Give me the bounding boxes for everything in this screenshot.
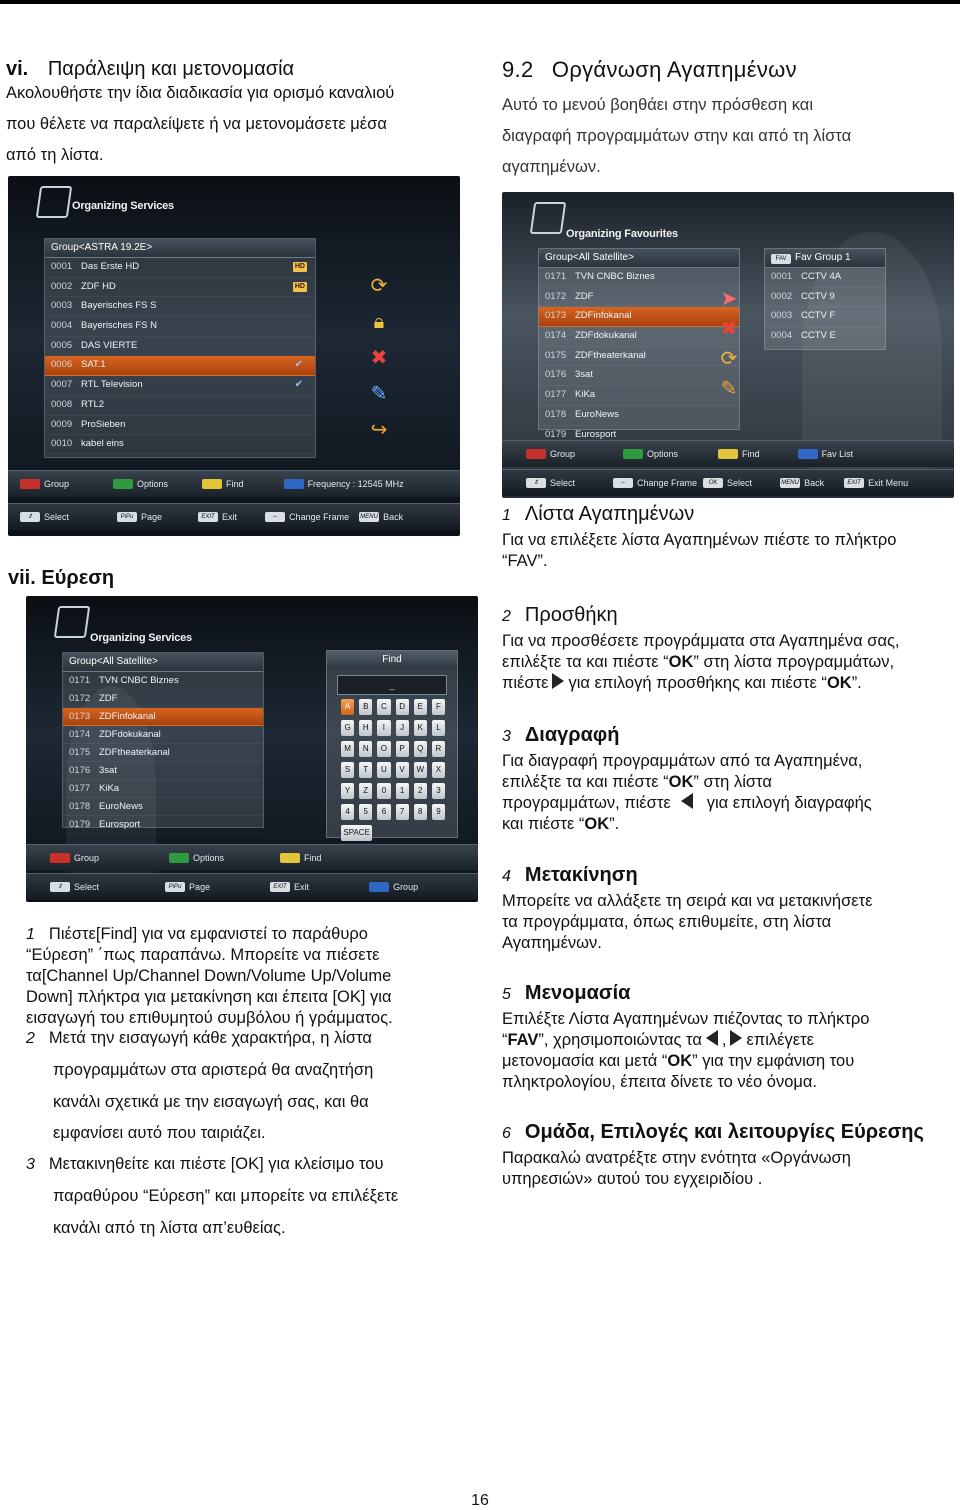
keyboard-key[interactable]: F	[432, 699, 445, 715]
fav-item-1: 1 Λίστα Αγαπημένων Για να επιλέξετε λίστα Αγαπημένων πιέστε το πλήκτρο “FAV”.	[502, 504, 952, 572]
keyboard-key[interactable]: Y	[341, 783, 354, 799]
side-icons	[714, 284, 744, 404]
find-item-2	[26, 1028, 466, 1150]
keyboard-key[interactable]: 1	[396, 783, 409, 799]
channel-row[interactable]: 0174 ZDFdokukanal	[539, 327, 739, 347]
section-vi	[6, 56, 466, 171]
item-title: Ομάδα, Επιλογές και λειτουργίες Εύρεσης	[524, 1121, 924, 1143]
section-vii-title: vii. Εύρεση	[8, 567, 115, 589]
keyboard-key[interactable]: 6	[377, 804, 390, 820]
item-text: προγραμμάτων στα αριστερά θα αναζητήση	[53, 1061, 374, 1079]
channel-row[interactable]: 0172 ZDF	[539, 288, 739, 308]
channel-list	[44, 238, 316, 458]
section-9-2	[502, 56, 952, 183]
channel-row[interactable]: 0007 RTL Television ✔	[45, 376, 315, 396]
keyboard-key[interactable]: O	[377, 741, 390, 757]
group-label: Group<ASTRA 19.2E>	[45, 239, 315, 258]
item-text: τα[Channel Up/Channel Down/Volume Up/Volume	[26, 967, 392, 985]
item-text: Αγαπημένων.	[502, 934, 602, 952]
move-icon: ⟳	[370, 275, 388, 297]
group-label: Group<All Satellite>	[63, 653, 263, 672]
section-vi-line: από τη λίστα.	[6, 146, 104, 164]
keyboard-key[interactable]: K	[414, 720, 427, 736]
space-key[interactable]: SPACE	[341, 825, 372, 841]
group-hint: Group	[526, 449, 575, 459]
page-number: 16	[471, 1492, 489, 1509]
keyboard-key[interactable]: N	[359, 741, 372, 757]
select2-hint: OK Select	[703, 478, 752, 488]
channel-row[interactable]: 0171 TVN CNBC Biznes	[539, 268, 739, 288]
keyboard-key[interactable]: G	[341, 720, 354, 736]
hd-badge: HD	[294, 282, 305, 290]
keyboard-key[interactable]: P	[396, 741, 409, 757]
item-text: πιέστε για επιλογή προσθήκης και πιέστε “OK”.	[502, 674, 862, 692]
keyboard-key[interactable]: R	[432, 741, 445, 757]
skip-icon: ↪	[370, 419, 388, 441]
item-text: Επιλέξτε Λίστα Αγαπημένων πιέζοντας το πλήκτρο	[502, 1010, 870, 1028]
menu-logo-icon	[36, 186, 72, 218]
fav-row[interactable]: 0003 CCTV F	[765, 307, 885, 327]
find-input[interactable]: _	[337, 675, 447, 695]
item-text: παραθύρου “Εύρεση” και μπορείτε να επιλέξετε	[53, 1187, 399, 1205]
screen-title: Organizing Favourites	[566, 228, 678, 240]
channel-row-selected[interactable]: 0173 ZDFinfokanal	[539, 307, 739, 327]
channel-row[interactable]: 0176 3sat	[539, 366, 739, 386]
keyboard-key[interactable]: 2	[414, 783, 427, 799]
keyboard-key[interactable]: Q	[414, 741, 427, 757]
item-title: Λίστα Αγαπημένων	[524, 503, 695, 525]
keyboard-key[interactable]: C	[377, 699, 390, 715]
section-9-2-title: Οργάνωση Αγαπημένων	[551, 57, 797, 82]
options-hint: Options	[623, 449, 678, 459]
keyboard-key[interactable]: I	[377, 720, 390, 736]
group-hint: Group	[50, 853, 99, 863]
fav-row[interactable]: 0004 CCTV E	[765, 327, 885, 347]
item-text: μετονομασία και μετά “OK” για την εμφάνιση του	[502, 1052, 855, 1070]
item-text: προγραμμάτων, πιέστε για επιλογή διαγραφής	[502, 794, 872, 812]
screenshot-organizing-favourites	[502, 192, 954, 498]
change-frame-hint: ⇔ Change Frame	[613, 478, 697, 488]
delete-icon: ✖	[370, 347, 388, 369]
fav-item-6: 6 Ομάδα, Επιλογές και λειτουργίες Εύρεσης Παρακαλώ ανατρέξτε στην ενότητα «Οργάνωση υπηρεσιών» αυτού του εγχειριδίου .	[502, 1122, 952, 1190]
color-key-bar	[8, 470, 460, 497]
check-icon: ✔	[294, 359, 303, 371]
find-hint: Find	[718, 449, 760, 459]
menu-logo-icon	[530, 202, 566, 234]
section-vi-line: Ακολουθήστε την ίδια διαδικασία για ορισμό καναλιού	[6, 84, 395, 102]
change-frame-hint: ⇔ Change Frame	[265, 512, 349, 522]
channel-row[interactable]: 0003 Bayerisches FS S	[45, 297, 315, 317]
section-vi-line: που θέλετε να παραλείψετε ή να μετονομάσετε μέσα	[6, 115, 387, 133]
keyboard-key[interactable]: J	[396, 720, 409, 736]
section-9-2-line: αγαπημένων.	[502, 158, 601, 176]
channel-row[interactable]: 0010 kabel eins	[45, 435, 315, 455]
channel-row[interactable]: 0009 ProSieben	[45, 416, 315, 436]
item-text: επιλέξτε τα και πιέστε “OK” στη λίστα προγραμμάτων,	[502, 653, 895, 671]
keyboard-key[interactable]: Z	[359, 783, 372, 799]
menu-logo-icon	[54, 606, 90, 638]
screen-header	[38, 606, 466, 644]
item-title: Μενομασία	[524, 982, 631, 1004]
channel-row-selected[interactable]: 0006 SAT.1 ✔	[45, 356, 315, 376]
keyboard-key[interactable]: D	[396, 699, 409, 715]
side-icons	[364, 268, 394, 448]
item-text: εμφανίσει αυτό που ταιριάζει.	[53, 1124, 266, 1142]
hd-badge: HD	[294, 263, 305, 270]
options-hint: Options	[113, 479, 168, 489]
item-text: Down] πλήκτρα για μετακίνηση και έπειτα [OK] για	[26, 988, 392, 1006]
item-text: 2 Μετά την εισαγωγή κάθε χαρακτήρα, η λίστα	[26, 1029, 372, 1047]
color-key-bar	[502, 440, 954, 467]
find-item-1	[26, 924, 466, 1029]
keyboard-key[interactable]: L	[432, 720, 445, 736]
color-key-bar	[26, 844, 478, 871]
back-hint: MENU Back	[781, 478, 825, 488]
section-9-2-line: διαγραφή προγραμμάτων στην και από τη λίστα	[502, 127, 852, 145]
keyboard-key[interactable]: 5	[359, 804, 372, 820]
channel-list	[538, 248, 740, 440]
keyboard-key[interactable]: E	[414, 699, 427, 715]
keyboard-key[interactable]: U	[377, 762, 390, 778]
find-panel-title: Find	[327, 651, 457, 669]
section-vi-number: vi.	[6, 58, 29, 80]
keyboard-key[interactable]: M	[341, 741, 354, 757]
channel-row[interactable]: 0176 3sat	[63, 762, 263, 780]
keyboard-key[interactable]: 7	[396, 804, 409, 820]
keyboard-key[interactable]: 3	[432, 783, 445, 799]
select-hint: ⇕ Select	[526, 478, 575, 488]
item-text: Μπορείτε να αλλάξετε τη σειρά και να μετακινήσετε	[502, 892, 873, 910]
group-hint: Group	[20, 479, 69, 489]
select-hint: ⇕ Select	[50, 882, 99, 892]
item-title: Προσθήκη	[524, 604, 618, 626]
channel-row[interactable]: 0171 TVN CNBC Biznes	[63, 672, 263, 690]
favourites-list	[764, 248, 886, 350]
item-text: 1 Πιέστε[Find] για να εμφανιστεί το παράθυρο	[26, 925, 368, 943]
channel-row-selected[interactable]: 0173 ZDFinfokanal	[63, 708, 263, 726]
options-hint: Options	[169, 853, 224, 863]
select-hint: ⇕ Select	[20, 512, 69, 522]
nav-key-bar	[502, 469, 954, 496]
find-hint: Find	[202, 479, 244, 489]
item-text: εισαγωγή του επιθυμητού συμβόλου ή γράμματος.	[26, 1009, 393, 1027]
channel-row[interactable]: 0179 Eurosport	[63, 816, 263, 834]
item-title: Διαγραφή	[524, 724, 620, 746]
keyboard-key[interactable]: 8	[414, 804, 427, 820]
page-hint: PiPu Page	[165, 882, 210, 892]
keyboard-key[interactable]: A	[341, 699, 354, 715]
channel-row[interactable]: 0004 Bayerisches FS N	[45, 317, 315, 337]
channel-list	[62, 652, 264, 828]
delete-icon: ✖	[720, 318, 738, 340]
keyboard-key[interactable]: 0	[377, 783, 390, 799]
section-9-2-line: Αυτό το μενού βοηθάει στην πρόσθεση και	[502, 96, 813, 114]
channel-row[interactable]: 0002 ZDF HD HD	[45, 278, 315, 298]
fav-item-5: 5 Μενομασία Επιλέξτε Λίστα Αγαπημένων πιέζοντας το πλήκτρο “FAV”, χρησιμοποιώντας τα , επιλέγετε μετονομασία και μετά “OK” για την εμφάνιση του πληκτρολογίου, έπειτα δίνετε το νέο όνομα.	[502, 983, 952, 1093]
item-text: 3 Μετακινηθείτε και πιέστε [OK] για κλείσιμο του	[26, 1155, 384, 1173]
rename-icon: ✎	[720, 378, 738, 400]
fav-group-label: FAV Fav Group 1	[765, 249, 885, 268]
channel-row[interactable]: 0001 Das Erste HD HD	[45, 258, 315, 278]
item-text: υπηρεσιών» αυτού του εγχειριδίου .	[502, 1170, 763, 1188]
item-text: κανάλι σχετικά με την εισαγωγή σας, και θα	[53, 1092, 369, 1111]
keyboard-key[interactable]: 4	[341, 804, 354, 820]
screenshot-find	[26, 596, 478, 902]
lock-icon: 🔒︎	[373, 311, 385, 333]
group-label: Group<All Satellite>	[539, 249, 739, 268]
frequency-readout: Frequency : 12545 MHz	[284, 479, 404, 489]
left-arrow-icon	[681, 793, 693, 809]
nav-key-bar	[26, 873, 478, 900]
fav-item-3: 3 Διαγραφή Για διαγραφή προγραμμάτων από τα Αγαπημένα, επιλέξτε τα και πιέστε “OK” στη λίστα προγραμμάτων, πιέστε για επιλογή διαγραφής και πιέστε “OK”.	[502, 725, 952, 835]
channel-row[interactable]: 0177 KiKa	[539, 386, 739, 406]
channel-row[interactable]: 0175 ZDFtheaterkanal	[539, 347, 739, 367]
fav-item-4: 4 Μετακίνηση Μπορείτε να αλλάξετε τη σειρά και να μετακινήσετε τα προγράμματα, όπως επιθυμείτε, στη λίστα Αγαπημένων.	[502, 865, 952, 954]
right-arrow-icon	[552, 673, 564, 689]
item-text: επιλέξτε τα και πιέστε “OK” στη λίστα	[502, 773, 772, 791]
channel-row[interactable]: 0174 ZDFdokukanal	[63, 726, 263, 744]
rename-icon: ✎	[370, 383, 388, 405]
screen-title: Organizing Services	[72, 200, 174, 212]
move-icon: ⟳	[720, 348, 738, 370]
top-rule	[0, 0, 960, 4]
keyboard-key[interactable]: B	[359, 699, 372, 715]
left-arrow-icon	[706, 1030, 718, 1046]
keyboard-key[interactable]: 9	[432, 804, 445, 820]
page-hint: PiPu Page	[117, 512, 162, 522]
find-item-3	[26, 1154, 466, 1244]
item-text: “Εύρεση” ΄πως παραπάνω. Μπορείτε να πιέσετε	[26, 946, 380, 964]
item-title: Μετακίνηση	[524, 864, 638, 886]
item-text: Για να προσθέσετε προγράμματα στα Αγαπημένα σας,	[502, 632, 900, 650]
keyboard-key[interactable]: X	[432, 762, 445, 778]
check-icon: ✔	[294, 379, 303, 391]
screen-header	[20, 186, 448, 224]
channel-row[interactable]: 0008 RTL2	[45, 396, 315, 416]
fav-row[interactable]: 0001 CCTV 4A	[765, 268, 885, 288]
item-text: πληκτρολογίου, έπειτα δίνετε το νέο όνομα.	[502, 1073, 818, 1091]
item-text: και πιέστε “OK”.	[502, 815, 620, 833]
item-text: Για διαγραφή προγραμμάτων από τα Αγαπημένα,	[502, 752, 863, 770]
channel-row[interactable]: 0005 DAS VIERTE	[45, 337, 315, 357]
right-arrow-icon	[730, 1030, 742, 1046]
add-icon: ➤	[720, 288, 738, 310]
keyboard-key[interactable]: V	[396, 762, 409, 778]
section-9-2-number: 9.2	[502, 57, 534, 82]
fav-list-hint: Fav List	[798, 449, 854, 459]
item-text: “FAV”, χρησιμοποιώντας τα , επιλέγετε	[502, 1031, 814, 1049]
fav-item-2: 2 Προσθήκη Για να προσθέσετε προγράμματα στα Αγαπημένα σας, επιλέξτε τα και πιέστε “OK” στη λίστα προγραμμάτων, πιέστε για επιλογή προσθήκης και πιέστε “OK”.	[502, 605, 958, 694]
group-blue-hint: Group	[369, 882, 418, 892]
item-text: “FAV”.	[502, 552, 548, 570]
channel-row[interactable]: 0175 ZDFtheaterkanal	[63, 744, 263, 762]
find-panel	[326, 650, 458, 838]
channel-row[interactable]: 0178 EuroNews	[539, 406, 739, 426]
fav-row[interactable]: 0002 CCTV 9	[765, 288, 885, 308]
nav-key-bar	[8, 503, 460, 530]
item-text: Παρακαλώ ανατρέξτε στην ενότητα «Οργάνωση	[502, 1149, 851, 1167]
screen-header	[514, 202, 942, 240]
channel-row[interactable]: 0178 EuroNews	[63, 798, 263, 816]
item-text: κανάλι από τη λίστα απ’ευθείας.	[53, 1218, 286, 1237]
screenshot-organizing-services	[8, 176, 460, 536]
find-hint: Find	[280, 853, 322, 863]
back-hint: MENU Back	[360, 512, 404, 522]
section-vi-title: Παράλειψη και μετονομασία	[47, 58, 295, 80]
channel-row[interactable]: 0172 ZDF	[63, 690, 263, 708]
channel-row[interactable]: 0179 Eurosport	[539, 426, 739, 446]
keyboard-key[interactable]: T	[359, 762, 372, 778]
onscreen-keyboard	[341, 699, 445, 841]
keyboard-key[interactable]: S	[341, 762, 354, 778]
exit-hint: EXIT Exit	[270, 882, 309, 892]
keyboard-key[interactable]: H	[359, 720, 372, 736]
exit-menu-hint: EXIT Exit Menu	[844, 478, 908, 488]
item-text: τα προγράμματα, όπως επιθυμείτε, στη λίστα	[502, 913, 832, 931]
screen-title: Organizing Services	[90, 632, 192, 644]
exit-hint: EXIT Exit	[198, 512, 237, 522]
keyboard-key[interactable]: W	[414, 762, 427, 778]
channel-row[interactable]: 0177 KiKa	[63, 780, 263, 798]
item-text: Για να επιλέξετε λίστα Αγαπημένων πιέστε το πλήκτρο	[502, 531, 897, 549]
